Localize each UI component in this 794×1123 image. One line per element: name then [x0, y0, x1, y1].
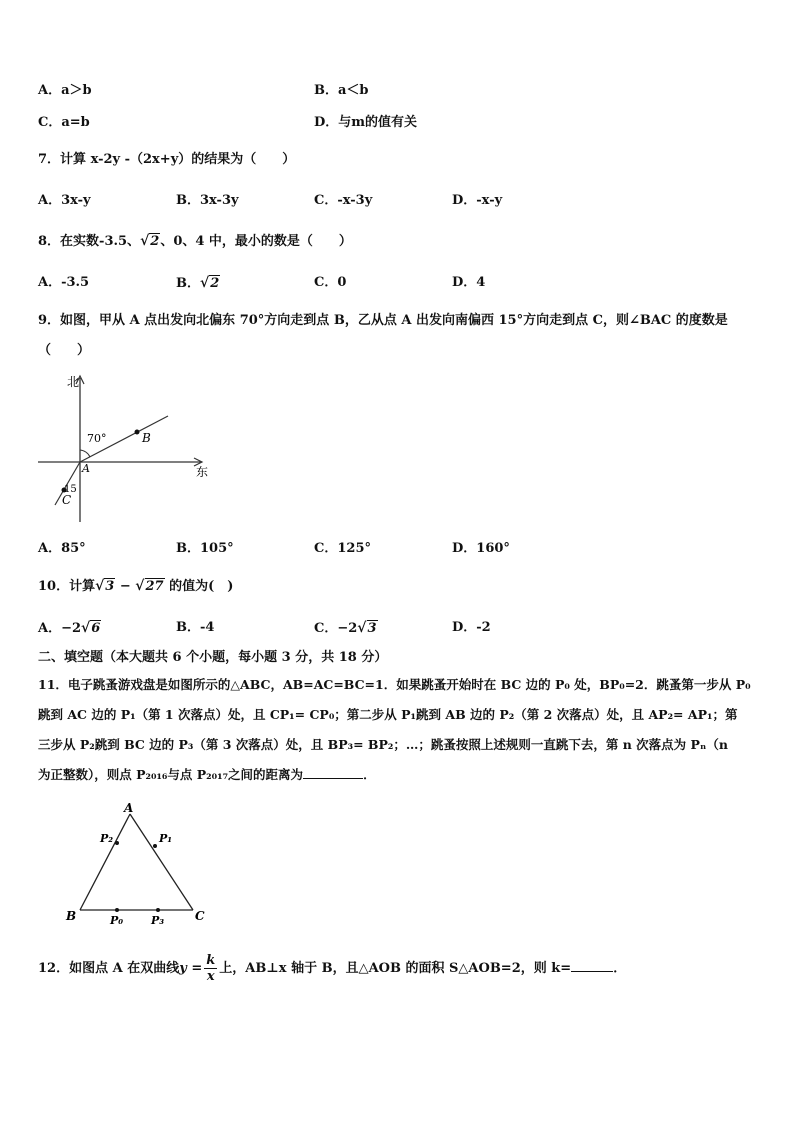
side-ac — [130, 814, 193, 910]
q8-option-a: A．-3.5 — [38, 275, 90, 290]
q10-sqrt-27: √27 — [135, 578, 164, 594]
q6-option-a: A．a＞b — [38, 83, 92, 98]
label-p0: P₀ — [110, 914, 124, 927]
point-p0 — [115, 908, 119, 912]
angle-arc-70 — [80, 450, 90, 457]
q8-stem — [38, 232, 352, 251]
angle-70-label: 70° — [87, 432, 107, 445]
q8-option-d: D．4 — [452, 275, 486, 290]
q12-answer-blank[interactable] — [571, 959, 613, 972]
q10-option-a-prefix: A．−2 — [38, 621, 82, 636]
q11-answer-blank[interactable] — [303, 766, 363, 779]
q6-option-d: D．与m的值有关 — [314, 115, 418, 130]
q11-triangle-figure — [60, 796, 220, 932]
label-p1: P₁ — [159, 832, 173, 845]
label-p3: P₃ — [151, 914, 165, 927]
q10-option-a-sqrt: √6 — [81, 620, 101, 636]
q8-option-c: C．0 — [314, 275, 347, 290]
point-p1 — [153, 844, 157, 848]
q12-after: 上，AB⊥x 轴于 B，且△AOB 的面积 S△AOB=2，则 k= — [219, 961, 572, 976]
q7-option-d: D．-x-y — [452, 193, 503, 208]
q9-stem-line1: 9．如图，甲从 A 点出发向北偏东 70°方向走到点 B，乙从点 A 出发向南偏西 15°方向走到点 C，则∠BAC 的度数是 — [38, 313, 728, 328]
q12-end: ． — [613, 961, 627, 976]
q10-option-b: B．-4 — [176, 620, 215, 635]
q8-stem-after: 、0、4 中，最小的数是（ ） — [160, 234, 352, 249]
q11-line3: 三步从 P₂跳到 BC 边的 P₃（第 3 次落点）处，且 BP₃= BP₂；…；跳蚤按照上述规则一直跳下去，第 n 次落点为 Pₙ（n — [38, 737, 728, 752]
q11-line1: 11．电子跳蚤游戏盘是如图所示的△ABC，AB=AC=BC=1．如果跳蚤开始时在 BC 边的 P₀ 处，BP₀=2．跳蚤第一步从 P₀ — [38, 677, 751, 692]
point-p2 — [115, 841, 119, 845]
q6-option-c: C．a=b — [38, 115, 90, 130]
q12-fraction — [204, 953, 217, 984]
q8-option-b-prefix: B． — [176, 276, 200, 291]
q12-numerator: k — [206, 953, 216, 968]
section-2-heading: 二、填空题（本大题共 6 个小题，每小题 3 分，共 18 分） — [38, 650, 388, 665]
q10-sqrt-3: √3 — [95, 578, 115, 594]
q7-stem: 7．计算 x-2y -（2x+y）的结果为（ ） — [38, 152, 296, 167]
q10-option-c — [314, 619, 378, 638]
q11-line4 — [38, 766, 376, 784]
q7-option-a: A．3x-y — [38, 193, 91, 208]
q9-option-a: A．85° — [38, 541, 86, 556]
q10-option-c-prefix: C．−2 — [314, 621, 358, 636]
q10-sqrt-27-arg: 27 — [145, 579, 164, 594]
point-p3 — [156, 908, 160, 912]
q10-minus: − — [115, 579, 136, 594]
q10-option-c-sqrt: √3 — [357, 620, 377, 636]
q9-option-c: C．125° — [314, 541, 371, 556]
q10-option-c-sqrt-arg: 3 — [367, 621, 377, 636]
q10-sqrt-3-arg: 3 — [105, 579, 115, 594]
q8-sqrt-arg: 2 — [150, 234, 160, 249]
q10-prefix: 10．计算 — [38, 579, 96, 594]
q7-option-c: C．-x-3y — [314, 193, 373, 208]
q8-option-b-sqrt: √2 — [200, 275, 220, 291]
label-c: C — [195, 909, 205, 923]
q10-stem — [38, 577, 233, 596]
q8-stem-before: 8．在实数-3.5、 — [38, 234, 141, 249]
q8-option-b-sqrt-arg: 2 — [210, 276, 220, 291]
q9-option-d: D．160° — [452, 541, 510, 556]
q12-before: 12．如图点 A 在双曲线 — [38, 961, 180, 976]
q12-y-equals: y = — [179, 961, 203, 976]
q11-line4-end: ． — [363, 767, 376, 782]
label-b: B — [66, 909, 77, 923]
q9-option-b: B．105° — [176, 541, 234, 556]
point-b — [135, 430, 140, 435]
north-label: 北 — [67, 375, 80, 389]
label-a: A — [82, 462, 90, 475]
q7-option-b: B．3x-3y — [176, 193, 239, 208]
side-ab — [80, 814, 130, 910]
label-p2: P₂ — [100, 832, 114, 845]
q11-line4-text: 为正整数），则点 P₂₀₁₆与点 P₂₀₁₇之间的距离为 — [38, 767, 304, 782]
q9-stem-line2: （ ） — [38, 343, 91, 358]
label-b: B — [142, 431, 151, 445]
q8-sqrt: √2 — [140, 233, 160, 249]
east-label: 东 — [196, 465, 209, 479]
q10-suffix: 的值为( ) — [164, 579, 234, 594]
q6-option-b: B．a＜b — [314, 83, 369, 98]
q10-option-a-sqrt-arg: 6 — [91, 621, 101, 636]
label-a: A — [124, 801, 134, 815]
q10-option-a — [38, 619, 101, 638]
q9-direction-figure — [30, 370, 220, 530]
q10-option-d: D．-2 — [452, 620, 491, 635]
q12-stem — [38, 952, 626, 986]
q11-line2: 跳到 AC 边的 P₁（第 1 次落点）处，且 CP₁= CP₀；第二步从 P₁跳到 AB 边的 P₂（第 2 次落点）处，且 AP₂= AP₁；第 — [38, 707, 738, 722]
label-c: C — [62, 493, 72, 507]
q8-option-b — [176, 274, 220, 293]
q12-denominator: x — [206, 969, 215, 984]
angle-15-label: 15 — [64, 484, 77, 495]
